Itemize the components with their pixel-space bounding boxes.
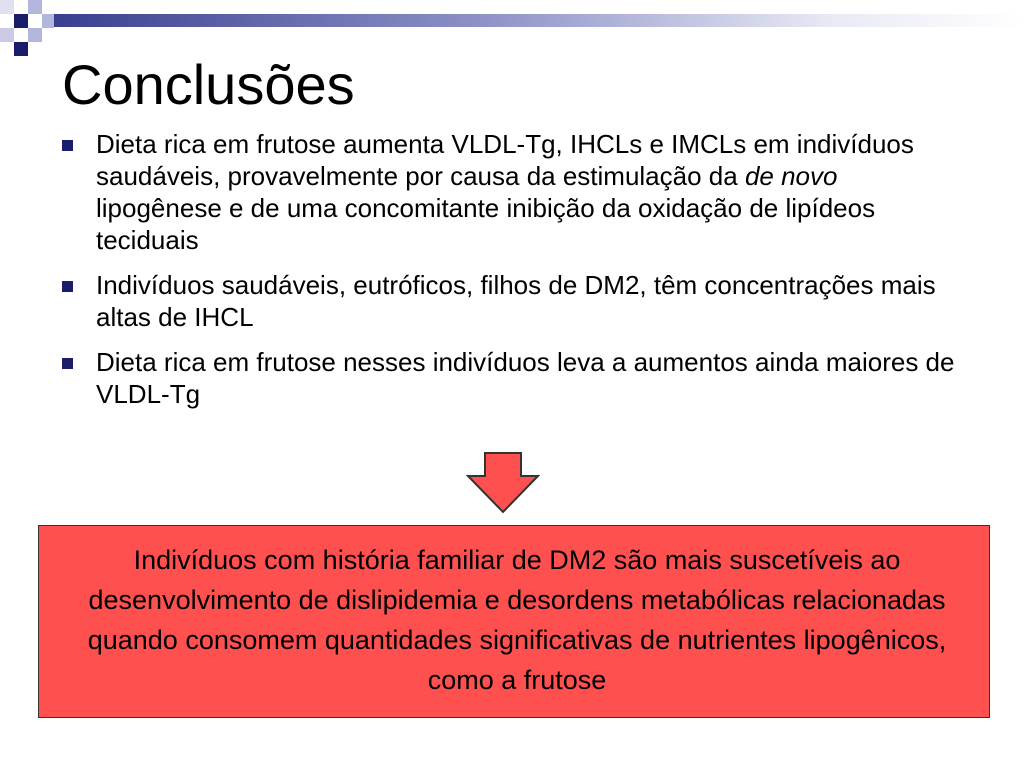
down-arrow-icon — [466, 452, 540, 514]
corner-square-light — [42, 14, 54, 28]
bullet-text: lipogênese e de uma concomitante inibição da oxidação de lipídeos teciduais — [96, 193, 876, 255]
conclusion-box — [38, 525, 990, 718]
bullet-text: Indivíduos saudáveis, eutróficos, filhos de DM2, têm concentrações mais altas de IHCL — [96, 270, 936, 332]
bullet-list — [58, 128, 958, 423]
square-bullet-icon — [62, 358, 73, 369]
corner-square-light — [28, 0, 42, 14]
corner-square-light — [0, 28, 14, 42]
bullet-text: Dieta rica em frutose nesses indivíduos leva a aumentos ainda maiores de VLDL-Tg — [96, 347, 955, 409]
corner-square-dark — [14, 14, 28, 28]
bullet-item — [58, 346, 958, 410]
square-bullet-icon — [62, 140, 73, 151]
square-bullet-icon — [62, 281, 73, 292]
slide-title: Conclusões — [62, 53, 355, 116]
corner-square-dark — [14, 42, 28, 56]
header-gradient-bar — [54, 14, 1024, 27]
corner-square-light — [0, 0, 14, 14]
conclusion-text: Indivíduos com história familiar de DM2 são mais suscetíveis ao desenvolvimento de dislipidemia e desordens metabólicas relacionadas quando consomem quantidades significativas de nutrientes lipogênicos, como a frutose — [87, 545, 947, 695]
bullet-text: Dieta rica em frutose aumenta VLDL-Tg, IHCLs e IMCLs em indivíduos saudáveis, provavelmente por causa da estimulação da — [96, 129, 914, 191]
bullet-item — [58, 269, 958, 333]
bullet-text-italic: de novo — [744, 161, 838, 191]
bullet-item — [58, 128, 958, 256]
corner-square-light — [28, 28, 42, 42]
